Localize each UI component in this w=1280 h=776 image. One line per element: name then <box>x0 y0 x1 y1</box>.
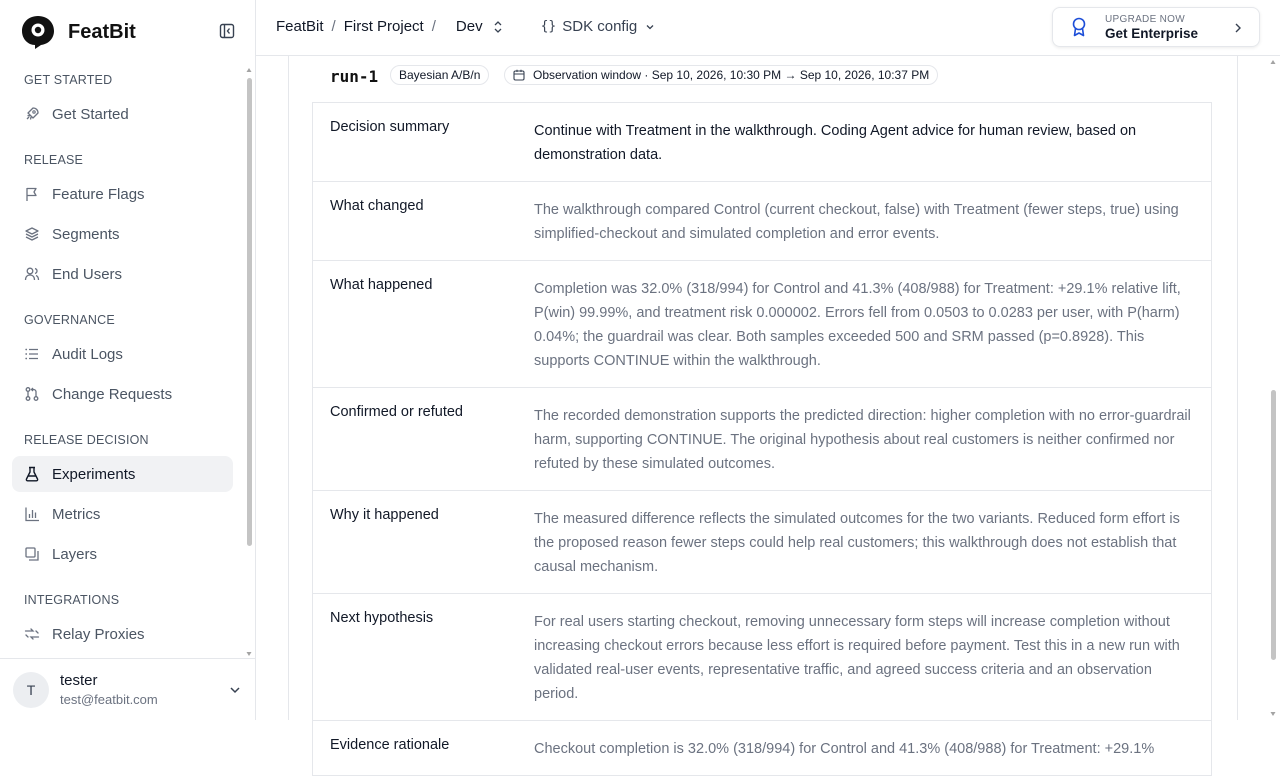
chevron-right-icon <box>1233 22 1243 34</box>
sidebar-item-experiments[interactable] <box>12 456 233 492</box>
users-icon <box>24 266 40 282</box>
row-label: Decision summary <box>330 119 450 135</box>
calendar-icon <box>513 69 525 81</box>
section-title-release-decision: RELEASE DECISION <box>24 433 149 447</box>
sidebar-item-end-users[interactable] <box>12 256 233 292</box>
row-label: Evidence rationale <box>330 737 450 753</box>
section-title-governance: GOVERNANCE <box>24 313 115 327</box>
sidebar-item-feature-flags[interactable] <box>12 176 233 212</box>
breadcrumb-separator: / <box>331 18 336 35</box>
observation-window-badge <box>504 65 938 85</box>
sdk-config-dropdown[interactable] <box>541 18 656 35</box>
brand[interactable] <box>20 14 136 50</box>
row-value: The walkthrough compared Control (current checkout, false) with Treatment (fewer steps, true) using simplified-checkout and simulated completion and error events. <box>534 202 1179 242</box>
row-label: What changed <box>330 198 424 214</box>
section-title-release: RELEASE <box>24 153 84 167</box>
featbit-logo-icon <box>20 14 56 50</box>
sidebar-item-label: Metrics <box>52 505 101 523</box>
scroll-up-arrow-icon[interactable] <box>246 66 252 74</box>
environment-label: Dev <box>455 18 483 35</box>
decision-table <box>312 102 1212 776</box>
braces-icon: {} <box>540 19 557 34</box>
row-value: Continue with Treatment in the walkthrough. Coding Agent advice for human review, based on demonstration data. <box>534 123 1137 163</box>
environment-selector[interactable] <box>456 18 503 35</box>
relay-icon <box>24 626 40 642</box>
sidebar-item-label: Feature Flags <box>52 185 145 203</box>
breadcrumb <box>276 18 655 35</box>
user-info <box>60 672 158 707</box>
row-label: Next hypothesis <box>330 610 434 626</box>
layers-icon <box>24 546 40 562</box>
table-row <box>313 261 1211 388</box>
row-value: Checkout completion is 32.0% (318/994) for Control and 41.3% (408/988) for Treatment: +29.1% <box>534 741 1155 757</box>
get-enterprise-label: Get Enterprise <box>1105 25 1199 41</box>
row-label: What happened <box>330 277 433 293</box>
sidebar-item-metrics[interactable] <box>12 496 233 532</box>
table-row <box>313 594 1211 721</box>
row-value: Completion was 32.0% (318/994) for Control and 41.3% (408/988) for Treatment: +29.1% relative lift, P(win) 99.99%, and treatment risk 0.000002. Errors fell from 0.0503 to 0.0283 per user, with P(harm) 0.04%; the guardrail was clear. Both samples exceeded 500 and SRM passed (p=0.8928). This supports CONTINUE within the walkthrough. <box>534 281 1181 369</box>
award-badge-icon <box>1071 17 1087 37</box>
breadcrumb-separator: / <box>431 18 436 35</box>
section-title-integrations: INTEGRATIONS <box>24 593 120 607</box>
main-scrollbar[interactable] <box>1270 56 1276 720</box>
table-row <box>313 491 1211 594</box>
flag-icon <box>24 186 40 202</box>
sidebar-collapse-icon <box>219 23 235 39</box>
avatar: T <box>13 672 49 708</box>
brand-name: FeatBit <box>68 20 136 43</box>
sidebar-scrollbar[interactable] <box>246 66 252 658</box>
user-menu[interactable] <box>0 658 256 720</box>
table-row <box>313 103 1211 182</box>
row-label: Why it happened <box>330 507 439 523</box>
sidebar-item-label: Segments <box>52 225 120 243</box>
scroll-up-arrow-icon[interactable] <box>1270 58 1276 66</box>
sidebar-item-audit-logs[interactable] <box>12 336 233 372</box>
row-value: The measured difference reflects the simulated outcomes for the two variants. Reduced form effort is the proposed reason fewer steps could help real customers; this walkthrough does not establish that causal mechanism. <box>534 511 1180 575</box>
sidebar-scrollbar-thumb[interactable] <box>247 78 252 546</box>
sidebar-item-label: Change Requests <box>52 385 173 403</box>
rocket-icon <box>24 106 40 122</box>
sidebar-item-label: Experiments <box>52 465 136 483</box>
sidebar-item-label: End Users <box>52 265 123 283</box>
breadcrumb-org[interactable]: FeatBit <box>276 18 324 35</box>
sidebar-item-label: Layers <box>52 545 98 563</box>
layers-stack-icon <box>24 226 40 242</box>
run-header <box>256 56 1238 102</box>
sidebar-item-change-requests[interactable] <box>12 376 233 412</box>
sidebar-item-segments[interactable] <box>12 216 233 252</box>
scroll-down-arrow-icon[interactable] <box>1270 710 1276 718</box>
row-value: For real users starting checkout, removing unnecessary form steps will increase completion without increasing checkout errors because less effort is required before payment. Test this in a new run with validated real-user events, representative traffic, and agreed success criteria and an observation period. <box>534 614 1180 702</box>
sidebar-item-get-started[interactable] <box>12 96 233 132</box>
chevron-up-down-icon <box>493 20 503 34</box>
run-name: run-1 <box>330 67 379 86</box>
bar-chart-icon <box>24 506 40 522</box>
sidebar-nav <box>0 62 246 658</box>
git-pull-request-icon <box>24 386 40 402</box>
row-label: Confirmed or refuted <box>330 404 463 420</box>
table-row <box>313 721 1211 776</box>
table-row <box>313 388 1211 491</box>
table-row <box>313 182 1211 261</box>
scroll-down-arrow-icon[interactable] <box>246 650 252 658</box>
chevron-down-icon[interactable] <box>228 683 242 697</box>
sidebar-item-label: Get Started <box>52 105 129 123</box>
user-name: tester <box>60 672 98 689</box>
sidebar-item-label: Audit Logs <box>52 345 123 363</box>
sidebar-item-relay-proxies[interactable] <box>12 616 233 652</box>
observation-window-text: Observation window · Sep 10, 2026, 10:30 PM → Sep 10, 2026, 10:37 PM <box>533 68 930 82</box>
upgrade-button[interactable] <box>1052 7 1260 47</box>
sidebar-item-layers[interactable] <box>12 536 233 572</box>
upgrade-text <box>1105 14 1198 41</box>
collapse-sidebar-button[interactable] <box>218 22 236 40</box>
section-title-get-started: GET STARTED <box>24 73 113 87</box>
flask-icon <box>24 466 40 482</box>
main-content <box>256 56 1280 757</box>
breadcrumb-project[interactable]: First Project <box>343 18 424 35</box>
chevron-down-icon <box>645 22 655 32</box>
topbar <box>256 0 1280 56</box>
main-scrollbar-thumb[interactable] <box>1271 390 1276 660</box>
row-value: The recorded demonstration supports the predicted direction: higher completion with no error-guardrail harm, supporting CONTINUE. The original hypothesis about real customers is neither confirmed nor refuted by these simulated outcomes. <box>534 408 1191 472</box>
sidebar <box>0 0 256 720</box>
list-icon <box>24 346 40 362</box>
upgrade-now-label: UPGRADE NOW <box>1105 13 1185 25</box>
sidebar-item-label: Relay Proxies <box>52 625 145 643</box>
sdk-config-label: SDK config <box>562 18 638 35</box>
method-badge: Bayesian A/B/n <box>390 65 489 85</box>
user-email: test@featbit.com <box>60 692 158 707</box>
